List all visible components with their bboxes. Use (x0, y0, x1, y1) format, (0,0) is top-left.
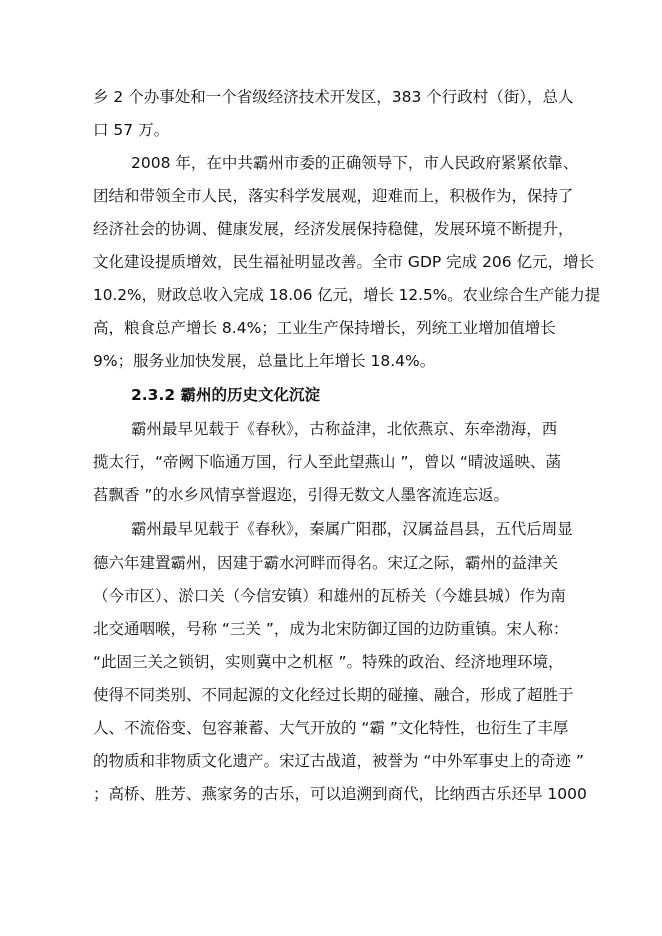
text-line-3: 2008 年，在中共霸州市委的正确领导下，市人民政府紧紧依靠、 (131, 154, 579, 172)
text-line-15: 德六年建置霸州，因建于霸水河畔而得名。宋辽之际，霸州的益津关 (93, 554, 559, 572)
text-line-1: 乡 2 个办事处和一个省级经济技术开发区，383 个行政村（街），总人 (93, 88, 574, 106)
text-line-7: 10.2%，财政总收入完成 18.06 亿元，增长 12.5%。农业综合生产能力提 (93, 286, 601, 304)
text-line-2: 口 57 万。 (93, 121, 170, 139)
text-line-11: 霸州最早见载于《春秋》，古称益津，北依燕京、东牵渤海，西 (131, 420, 558, 438)
text-line-22: ；高桥、胜芳、燕家务的古乐，可以追溯到商代，比纳西古乐还早 1000 (93, 785, 587, 803)
text-line-20: 人、不流俗变、包容兼蓄、大气开放的 “霸 ”文化特性，也衍生了丰厚 (93, 719, 569, 737)
text-line-5: 经济社会的协调、健康发展，经济发展保持稳健，发展环境不断提升， (93, 220, 574, 238)
text-line-4: 团结和带领全市人民，落实科学发展观，迎难而上，积极作为，保持了 (93, 187, 574, 205)
text-line-6: 文化建设提质增效，民生福祉明显改善。全市 GDP 完成 206 亿元，增长 (93, 253, 595, 271)
text-line-16: （今市区）、淤口关（今信安镇）和雄州的瓦桥关（今雄县城）作为南 (93, 587, 566, 605)
text-line-8: 高，粮食总产增长 8.4%；工业生产保持增长，列统工业增加值增长 (93, 319, 556, 337)
text-line-18: “此固三关之锁钥，实则冀中之机枢 ”。特殊的政治、经济地理环境， (93, 653, 564, 671)
text-line-19: 使得不同类别、不同起源的文化经过长期的碰撞、融合，形成了超胜于 (93, 686, 574, 704)
text-line-21: 的物质和非物质文化遗产。宋辽古战道，被誉为 “中外军事史上的奇迹 ” (93, 752, 584, 770)
text-line-9: 9%；服务业加快发展，总量比上年增长 18.4%。 (93, 352, 436, 370)
text-line-17: 北交通咽喉，号称 “三关 ”，成为北宋防御辽国的边防重镇。宋人称： (93, 620, 569, 638)
text-line-14: 霸州最早见载于《春秋》，秦属广阳郡，汉属益昌县，五代后周显 (131, 520, 573, 538)
text-line-13: 萏飘香 ”的水乡风情享誉遐迩，引得无数文人墨客流连忘返。 (93, 486, 509, 504)
text-line-12: 揽太行，“帝阙下临通万国，行人至此望燕山 ”，曾以 “晴波遥映、菡 (93, 453, 561, 471)
section-heading: 2.3.2 霸州的历史文化沉淀 (131, 386, 321, 404)
